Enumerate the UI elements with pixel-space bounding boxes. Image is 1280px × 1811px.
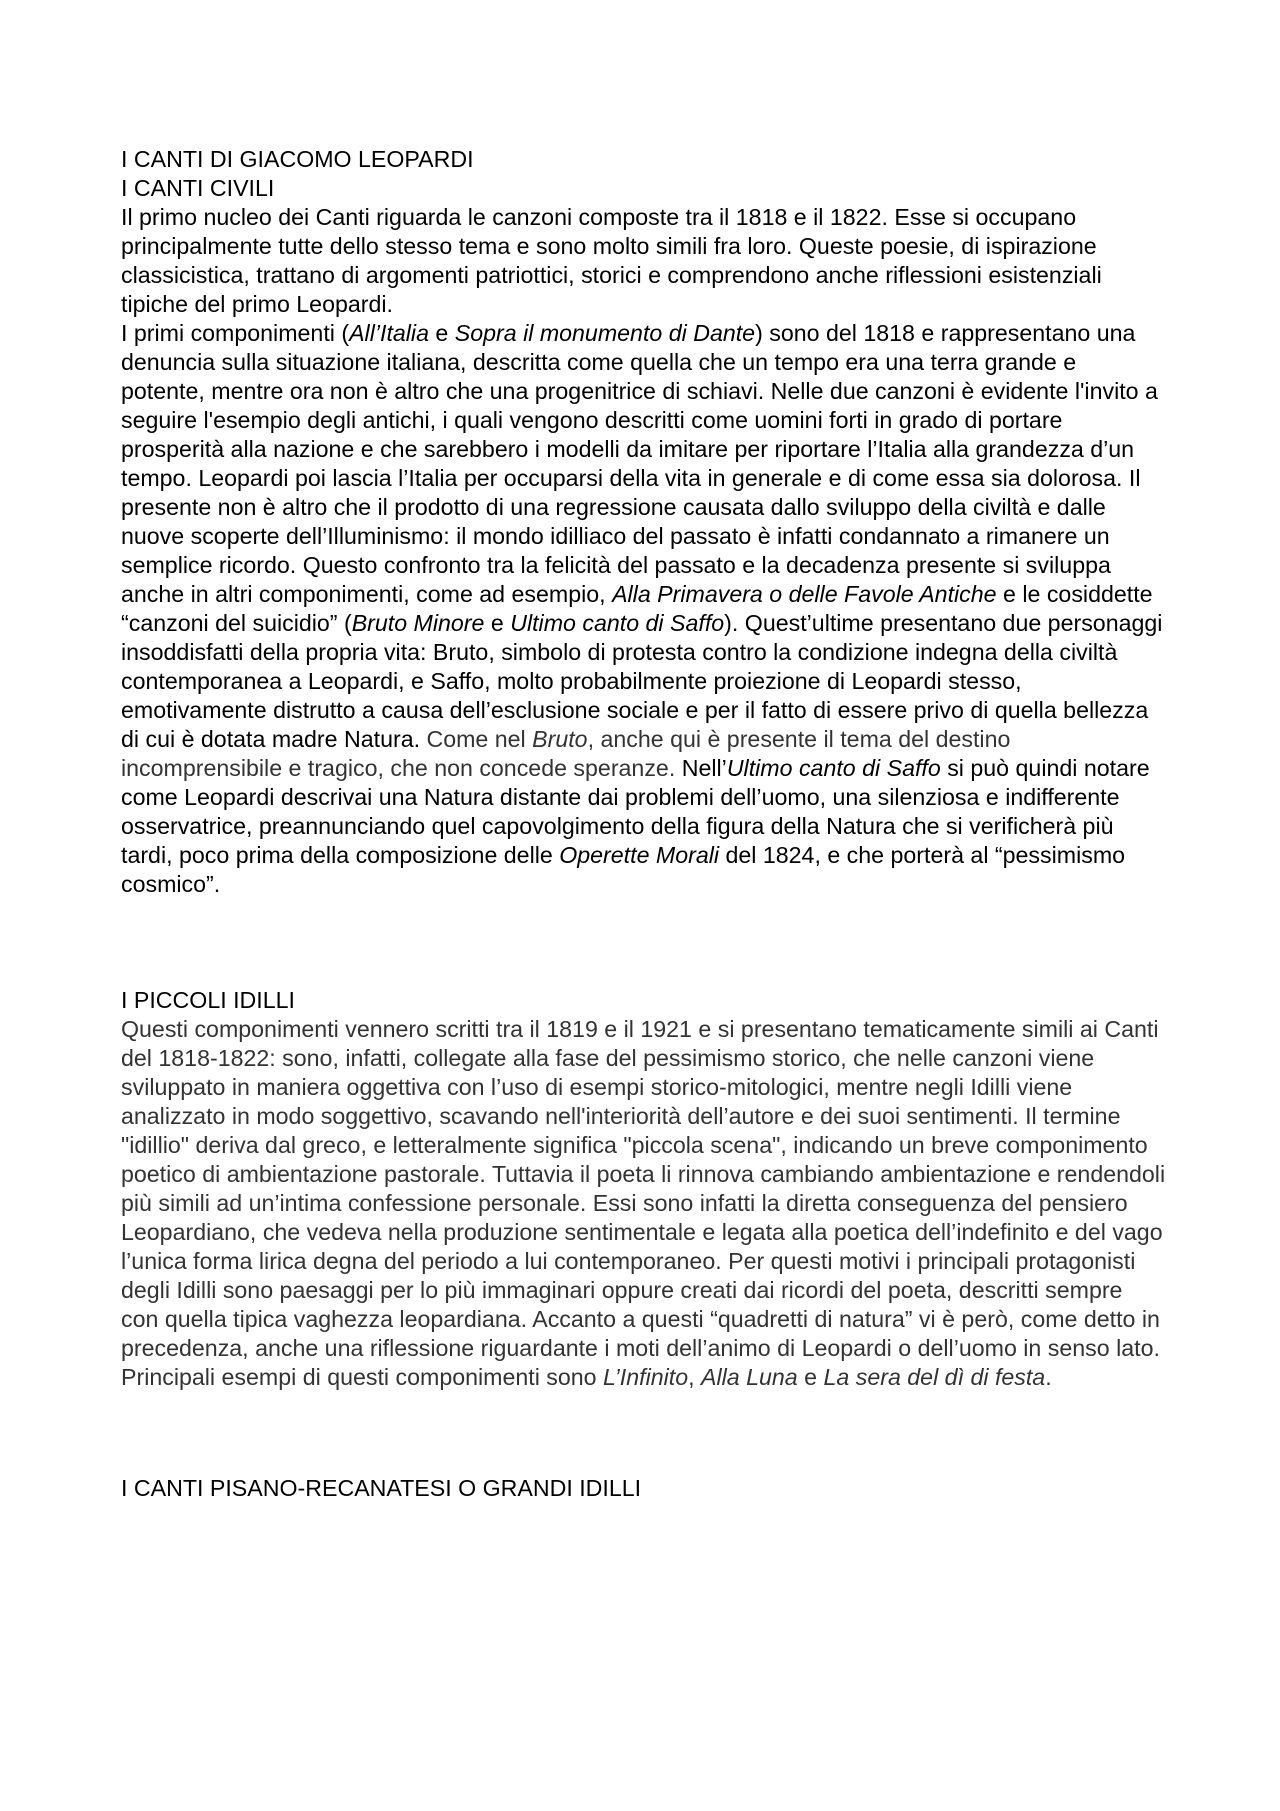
- italic-title: La sera del dì di festa: [823, 1364, 1046, 1390]
- text-run: e: [797, 1364, 824, 1390]
- text-run: e: [428, 320, 455, 346]
- italic-title: Bruto Minore: [351, 610, 485, 636]
- italic-title: Sopra il monumento di Dante: [454, 320, 756, 346]
- italic-title: Ultimo canto di Saffo: [510, 610, 725, 636]
- text-run: del 1824, e che porterà al “pessimismo cosmico”.: [121, 842, 1126, 897]
- text-run: Nell’: [675, 755, 727, 781]
- section-piccoli-idilli: [121, 986, 1166, 1392]
- grey-text-run: Come nel: [426, 726, 533, 752]
- text-run: Questi componimenti vennero scritti tra il 1819 e il 1921 e si presentano tematicamente simili ai Canti del 1818-1822: sono, infatti, collegate alla fase del pessimismo storico, che nelle canzoni viene sviluppato in maniera oggettiva con l’uso di esempi storico-mitologici, mentre negli Idilli viene analizzato in modo soggettivo, scavando nell'interiorità dell’autore e dei suoi sentimenti. Il termine "idillio" deriva dal greco, e letteralmente significa "piccola scena", indicando un breve componimento poetico di ambientazione pastorale. Tuttavia il poeta li rinnova cambiando ambientazione e rendendoli più simili ad un’intima confessione personale. Essi sono infatti la diretta conseguenza del pensiero Leopardiano, che vedeva nella produzione sentimentale e legata alla poetica dell’indefinito e del vago l’unica forma lirica degna del periodo a lui contemporaneo. Per questi motivi i principali protagonisti degli Idilli sono paesaggi per lo più immaginari oppure creati dai ricordi del poeta, descritti sempre con quella tipica vaghezza leopardiana. Accanto a questi “quadretti di natura” vi è però, come detto in precedenza, anche una riflessione riguardante i moti dell’animo di Leopardi o dell’uomo in senso lato. Principali esempi di questi componimenti sono: [121, 1016, 1166, 1390]
- section-heading: I CANTI CIVILI: [121, 175, 275, 201]
- italic-title: Ultimo canto di Saffo: [726, 755, 941, 781]
- text-run: e: [484, 610, 511, 636]
- paragraph: [121, 319, 1166, 899]
- document-body: [121, 145, 1166, 1503]
- italic-title: Operette Morali: [559, 842, 720, 868]
- italic-title: Alla Primavera o delle Favole Antiche: [612, 581, 997, 607]
- text-run: e le cosiddette “canzoni del suicidio” (: [121, 581, 1153, 636]
- text-run: ) sono del 1818 e rappresentano una denuncia sulla situazione italiana, descritta come quella che un tempo era una terra grande e potente, mentre ora non è altro che una progenitrice di schiavi. Nelle due canzoni è evidente l'invito a seguire l'esempio degli antichi, i quali vengono descritti come uomini forti in grado di portare prosperità alla nazione e che sarebbero i modelli da imitare per riportare l’Italia alla grandezza d’un tempo. Leopardi poi lascia l’Italia per occuparsi della vita in generale e di come essa sia dolorosa. Il presente non è altro che il prodotto di una regressione causata dallo sviluppo della civiltà e dalle nuove scoperte dell’Illuminismo: il mondo idilliaco del passato è infatti condannato a rimanere un semplice ricordo. Questo confronto tra la felicità del passato e la decadenza presente si sviluppa anche in altri componimenti, come ad esempio,: [121, 320, 1158, 607]
- italic-title: L’Infinito: [603, 1364, 689, 1390]
- grey-text-run: , anche qui è presente il tema del destino incomprensibile e tragico, che non concede speranze.: [121, 726, 1011, 781]
- text-run: si può quindi notare come Leopardi descrivai una Natura distante dai problemi dell’uomo, una silenziosa e indifferente osservatrice, preannunciando quel capovolgimento della figura della Natura che si verificherà più tardi, poco prima della composizione delle: [121, 755, 1150, 868]
- paragraph: Il primo nucleo dei Canti riguarda le canzoni composte tra il 1818 e il 1822. Esse si occupano principalmente tutte dello stesso tema e sono molto simili fra loro. Queste poesie, di ispirazione classicistica, trattano di argomenti patriottici, storici e comprendono anche riflessioni esistenziali tipiche del primo Leopardi.: [121, 204, 1102, 317]
- text-run: ). Quest’ultime presentano due personaggi insoddisfatti della propria vita: Bruto, simbolo di protesta contro la condizione indegna della civiltà contemporanea a Leopardi, e Saffo, molto probabilmente proiezione di Leopardi stesso, emotivamente distrutto a causa dell’esclusione sociale e per il fatto di essere privo di quella bellezza di cui è dotata madre Natura.: [121, 610, 1163, 752]
- spacer: [121, 899, 1166, 986]
- document-title: I CANTI DI GIACOMO LEOPARDI: [121, 146, 474, 172]
- italic-title: Alla Luna: [701, 1364, 798, 1390]
- text-run: I primi componimenti (: [121, 320, 350, 346]
- spacer: [121, 1392, 1166, 1474]
- section-grandi-idilli: [121, 1474, 1166, 1503]
- text-run: ,: [688, 1364, 702, 1390]
- paragraph: [121, 1015, 1166, 1392]
- section-heading: I CANTI PISANO-RECANATESI O GRANDI IDILLI: [121, 1475, 642, 1501]
- italic-title: Bruto: [532, 726, 588, 752]
- italic-title: All’Italia: [349, 320, 429, 346]
- section-heading: I PICCOLI IDILLI: [121, 987, 295, 1013]
- section-canti-civili: [121, 174, 1166, 899]
- text-run: .: [1045, 1364, 1052, 1390]
